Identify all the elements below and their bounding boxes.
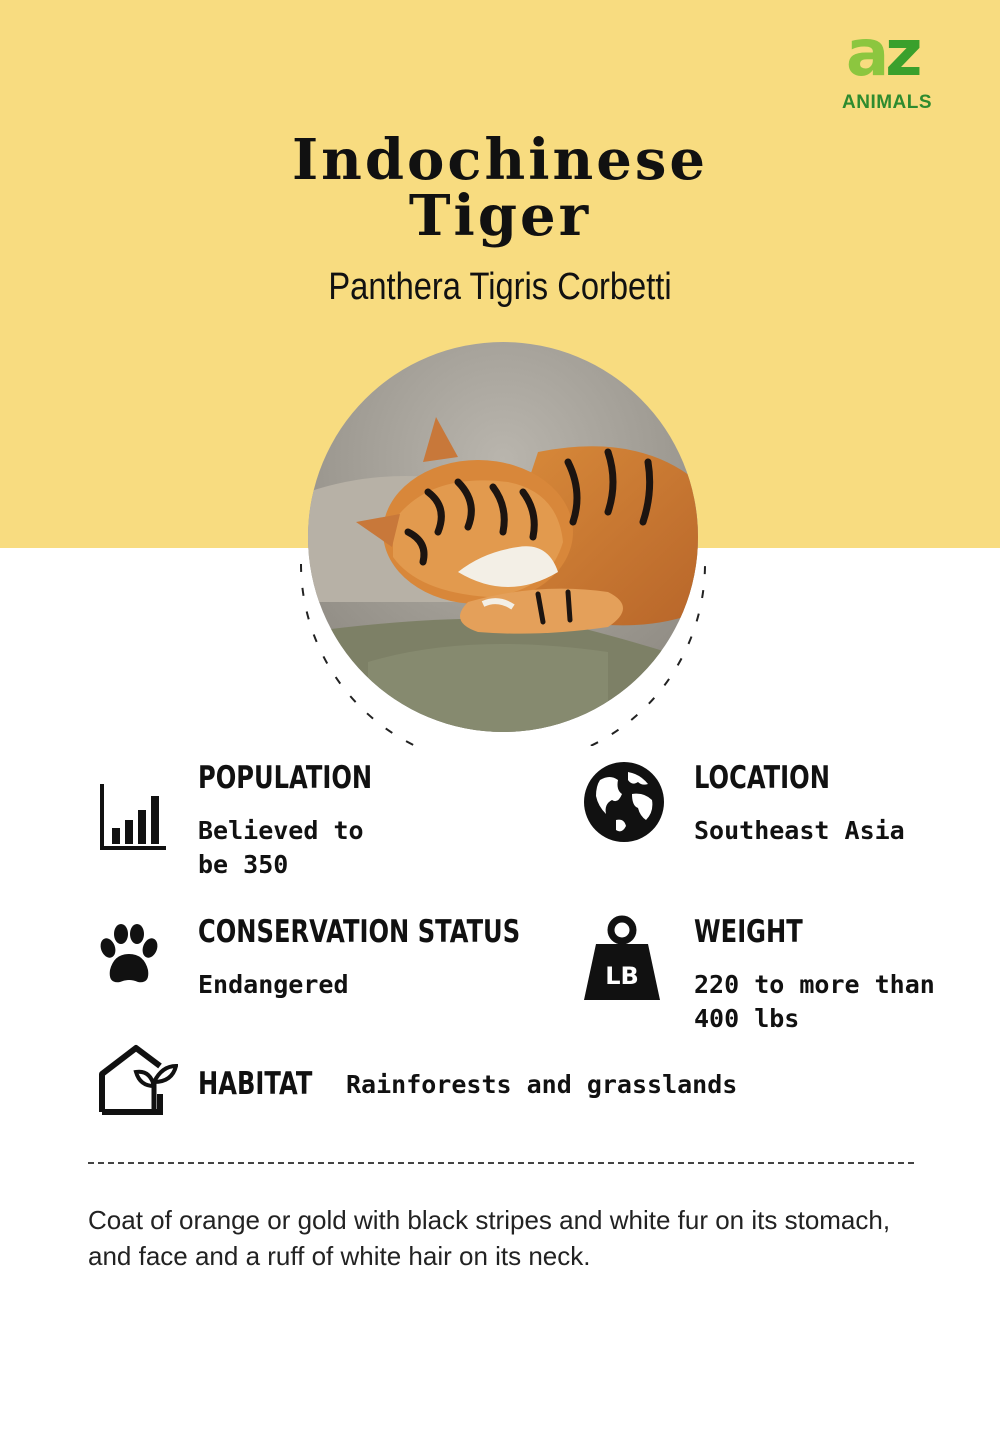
- scientific-name: Panthera Tigris Corbetti: [328, 266, 672, 308]
- logo-mark: [846, 17, 919, 91]
- description-text: Coat of orange or gold with black stripes and white fur on its stomach, and face and a ruff of white hair on its neck.: [88, 1205, 891, 1271]
- weight-label: WEIGHT: [694, 914, 803, 950]
- tiger-illustration: [308, 342, 698, 732]
- section-divider: [88, 1162, 914, 1164]
- conservation-status-value: Endangered: [198, 970, 349, 999]
- weight-icon-text: LB: [605, 962, 639, 990]
- tiger-photo: [308, 342, 698, 732]
- weight-icon: [582, 914, 662, 1004]
- bar-chart-icon: [98, 782, 168, 852]
- population-value: Believed to be 350: [198, 816, 364, 879]
- photo-container: [296, 332, 710, 746]
- conservation-status-label: CONSERVATION STATUS: [198, 914, 521, 950]
- logo-letter-a: a: [846, 17, 886, 91]
- page-title-line1: Indochinese: [291, 127, 708, 193]
- population-label: POPULATION: [198, 760, 373, 796]
- house-plant-icon: [96, 1044, 178, 1116]
- paw-icon: [96, 922, 162, 988]
- location-value: Southeast Asia: [694, 816, 905, 845]
- habitat-value: Rainforests and grasslands: [346, 1070, 738, 1099]
- logo-text: ANIMALS: [842, 92, 933, 113]
- weight-value: 220 to more than 400 lbs: [694, 970, 935, 1033]
- logo-letter-z: z: [885, 17, 919, 91]
- page-title-line2: Tiger: [408, 183, 592, 249]
- location-label: LOCATION: [694, 760, 830, 796]
- habitat-label: HABITAT: [198, 1066, 313, 1102]
- az-animals-logo[interactable]: [842, 17, 970, 122]
- globe-icon: [582, 760, 666, 844]
